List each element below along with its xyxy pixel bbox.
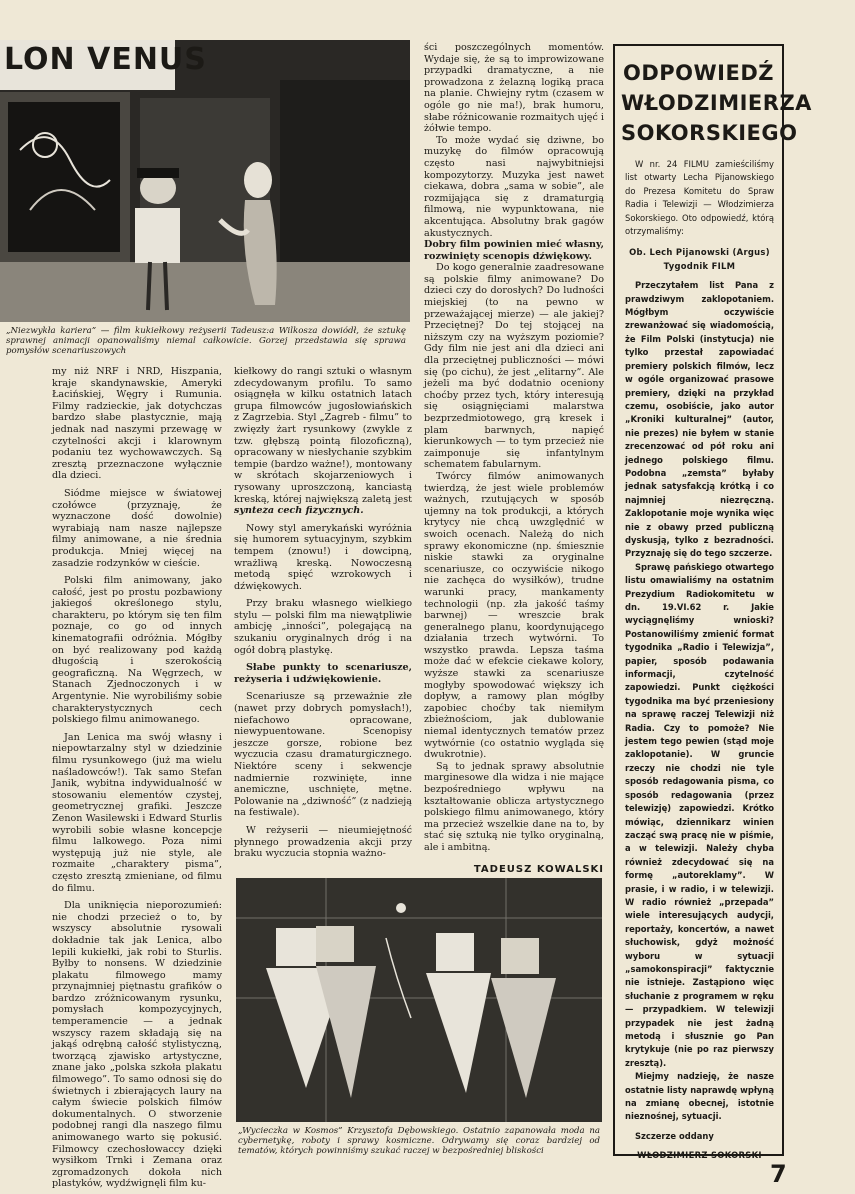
top-photo — [0, 40, 410, 322]
paragraph: Dla uniknięcia nieporozumień: nie chodzi przecież o to, by wszyscy absolutnie rysowali dokładnie tak jak Lenica, albo lepili kukiełki, jak robi to Sturlis. Byłby to nonsens. W dziedzinie plakatu filmowego mamy przynajmniej piętnastu grafików o bardzo zróżnicowanym rysunku, pomysłach kompozycyjnych, temperamencie — a jednak wszyscy razem składają się na jakąś odrębną całość stylistyczną, tworzącą zjawisko artystyczne, znane jako „polska szkoła plakatu filmowego”. To samo odnosi się do świetnych i zbierających laury na całym świecie polskich filmów dokumentalnych. O stworzenie podobnej rangi dla naszego filmu animowanego warto się pokusić. Filmowcy czechosłowaccy dzięki wysiłkom Trnki i Zemana oraz zgromadzonych dokoła nich plastyków, wydźwignęli film ku- — [52, 900, 222, 1190]
robots-illustration — [236, 878, 602, 1122]
column-upper-right — [424, 42, 604, 875]
paragraph: ści poszczególnych momentów. Wydaje się, że są to improwizowane przypadki dramatyczne, a nie prowadzona z żelazną logiką praca na planie. Chwiejny rytm (czasem w ogóle go nie ma!), brak humoru, słabe różnicowanie rozmaitych ujęć i żółwie tempo. — [424, 42, 604, 135]
sidebar-body — [615, 148, 782, 1161]
paragraph: W reżyserii — nieumiejętność płynnego prowadzenia akcji przy braku wyczucia stopnia ważno- — [234, 824, 412, 860]
paragraph: Przy braku własnego wielkiego stylu — polski film ma niewątpliwie ambicję „inności”, polegającą na szukaniu oryginalnych dróg i na ogół dobrą plastykę. — [234, 598, 412, 656]
paragraph: Jan Lenica ma swój własny i niepowtarzalny styl w dziedzinie filmu rysunkowego (już ma wielu naśladowców!). Tak samo Stefan Janik, wybitna indywidualność w stosowaniu elementów czystej, geometrycznej grafiki. Jeszcze Zenon Wasilewski i Edward Sturlis wyrobili sobie własne koncepcje filmu lalkowego. Poza nimi występują już nie style, ale rozmaite „charaktery pisma”, często zresztą zmieniane, od filmu do filmu. — [52, 731, 222, 894]
sidebar-addressee-2: Tygodnik FILM — [663, 260, 736, 271]
sidebar-closing: Szczerze oddany — [635, 1130, 714, 1141]
paragraph-bold: Słabe punkty to scenariusze, reżyseria i udźwiękowienie. — [234, 662, 412, 685]
paragraph: To może wydać się dziwne, bo muzykę do filmów opracowują często nasi najwybitniejsi kompozytorzy. Muzyka jest nawet ciekawa, dobra „sama w sobie”, ale rozmijająca się z dramaturgią filmową, nie wypunktowana, nie akcentująca. Absolutny brak gagów akustycznych. — [424, 134, 604, 239]
sidebar-paragraph: Miejmy nadzieję, że nasze ostatnie listy naprawdę wpłyną na zmianę obecnej, istotnie nieznośnej, sytuacji. — [625, 1071, 774, 1122]
response-sidebar — [613, 44, 812, 1161]
bottom-photo-caption: „Wycieczka w Kosmos” Krzysztofa Dębowskiego. Ostatnio zapanowała moda na cybernetykę, roboty i sprawy kosmiczne. Odrywamy się coraz bardziej od tematów, których powinniśmy szukać raczej w bezpośredniej bliskości — [238, 1126, 600, 1156]
sidebar-intro: W nr. 24 FILMU zamieściliśmy list otwarty Lecha Pijanowskiego do Prezesa Komitetu do Spraw Radia i Telewizji — Włodzimierza Sokorskiego. Oto odpowiedź, którą otrzymaliśmy: — [625, 159, 774, 237]
paragraph: my niż NRF i NRD, Hiszpania, kraje skandynawskie, Ameryki Łacińskiej, Węgry i Rumunia. Filmy radzieckie, jak dotychczas bardzo słabe plastycznie, mają jednak nad naszymi przewagę w czytelności akcji i klarownym podaniu tez wychowawczych. Są zresztą przeznaczone wyłącznie dla dzieci. — [52, 366, 222, 482]
cinema-sign: LON VENUS — [4, 42, 207, 77]
sidebar-paragraph: Sprawę pańskiego otwartego listu omawialiśmy na ostatnim Prezydium Radiokomitetu w dn. 19.VI.62 r. Jakie wyciągnęliśmy wnioski? Postanowiliśmy zmienić format tygodnika „Radio i Telewizja”, papier, sposób podawania informacji, czytelność zapowiedzi. Punkt ciężkości tygodnika ma być przeniesiony na sprawę raczej Telewizji niż Radia. Czy to pomoże? Nie jestem tego pewien (stąd moje zaklopotanie). W gruncie rzeczy nie chodzi nie tyle sposób redagowania pisma, co sposób redagowania (przez telewizję) zapowiedzi. Krótko mówiąc, dziennikarz winien zacząć swą pracę nie w piśmie, a w telewizji. Należy chyba również zdecydować się na formę „autoreklamy”. W prasie, i w radio, i w telewizji. W radio również „przepada” wiele interesujących audycji, reportaży, koncertów, a nawet słuchowisk, gdyż możność wyboru w sytuacji „samokonspiracji” faktycznie nie istnieje. Zastąpiono więc słuchanie z programem w ręku — przypadkiem. W telewizji przypadek nie jest żadną metodą i słusznie go Pan krytykuje (nie po raz pierwszy zresztą). — [625, 561, 774, 1068]
column-left — [52, 366, 222, 1190]
paragraph: Siódme miejsce w światowej czołówce (przyznaję, że wyznaczone dość dowolnie) wyrabiają nam nasze najlepsze filmy animowane, a nie średnia produkcja. Mniej więcej na zasadzie rodzynków w cieście. — [52, 487, 222, 569]
sidebar-title-line: SOKORSKIEGO — [621, 121, 798, 145]
column-middle — [234, 366, 412, 866]
sidebar-paragraph: Przeczytałem list Pana z prawdziwym zaklopotaniem. Mógłbym oczywiście zrewanżować się wiadomością, że Film Polski (instytucja) nie tylko przestał zapowiadać premiery polskich filmów, lecz w ogóle organizować prasowe premiery, dzięki na przykład czemu, osobiście, jako autor „Kroniki kulturalnej” (autor, nie prezes) nie byłem w stanie zrecenzować od pół roku ani jednego polskiego filmu. Podobna „zemsta” byłaby jednak satysfakcją krótką i co najmniej niezręczną. Zaklopotanie moje wynika więc nie z obawy przed publiczną dyskusją, tylko z bezradności. Przyznaję się do tego szczerze. — [625, 280, 774, 559]
author-byline: TADEUSZ KOWALSKI — [473, 863, 604, 875]
page-number: 7 — [770, 1160, 787, 1188]
sidebar-signature: WŁODZIMIERZ SOKORSKI — [637, 1150, 762, 1161]
paragraph: Scenariusze są przeważnie złe (nawet przy dobrych pomysłach!), niefachowo opracowane, niewypuentowane. Scenopisy jeszcze gorsze, robione bez wyczucia czasu dramaturgicznego. Niektóre sceny i sekwencje nadmiernie rozwinięte, inne anemiczne, uschnięte, mętne. Polowanie na „dziwność” (z nadzieją na festiwale). — [234, 691, 412, 819]
puppet-scene-illustration — [0, 40, 410, 322]
top-photo-caption: „Niezwykła kariera” — film kukiełkowy reżyserii Tadeusz:a Wilkosza dowiódł, że sztukę sprawnej animacji opanowaliśmy niemal całkowicie. Gorzej przedstawia się sprawa pomysłów scenariuszowych — [6, 326, 406, 356]
paragraph: kiełkowy do rangi sztuki o własnym zdecydowanym profilu. To samo osiągnęła w kilku ostatnich latach grupa filmowców jugosłowiańskich z Zagrzebia. Styl „Zagreb - filmu” to zwięzły żart rysunkowy (zwykle z tzw. głębszą pointą filozoficzną), opracowany w niesłychanie szybkim tempie (bardzo ważne!), montowany w skrótach skojarzeniowych i rysowany uproszczoną, kanciastą kreską, której największą zaletą jest synteza cech fizycznych. — [234, 366, 412, 517]
paragraph: Polski film animowany, jako całość, jest po prostu pozbawiony jakiegoś określonego stylu, charakteru, po którym się ten film poznaje, co go od innych kinematografii odróżnia. Mógłby on być realizowany pod każdą długością i szerokością geograficzną. Na Węgrzech, w Stanach Zjednoczonych i w Argentynie. Nie wyrobiliśmy sobie charakterystycznych cech polskiego filmu animowanego. — [52, 575, 222, 726]
paragraph: Do kogo generalnie zaadresowane są polskie filmy animowane? Do dzieci czy do dorosłych? Do ludności miejskiej (to na pewno w przeważającej mierze) — ale jakiej? Przeciętnej? Do tej stojącej na niższym czy na wyższym poziomie? Gdy film nie jest ani dla dzieci ani dla przeciętnej publiczności — mówi się (po cichu), że jest „elitarny”. Ale jeżeli ma być dodatnio oceniony choćby przez tych, który interesują się osiągnięciami malarstwa bezprzedmiotowego, grą kresek i plam barwnych, napięć kierunkowych — to tym przecież nie zaimponuje się infantylnym schematem fabularnym. — [424, 262, 604, 471]
bottom-photo — [236, 878, 602, 1122]
sidebar-addressee: Ob. Lech Pijanowski (Argus) — [629, 247, 770, 258]
paragraph: Nowy styl amerykański wyróżnia się humorem sytuacyjnym, szybkim tempem (znowu!) i dowcipną, wrażliwą kreską. Nowoczesną metodą spięć wzrokowych i dźwiękowych. — [234, 522, 412, 592]
paragraph: Twórcy filmów animowanych twierdzą, że jest wiele problemów ważnych, rzutujących w sposób ujemny na tok produkcji, a których krytycy nie chcą uwzględnić w swoich ocenach. Należą do nich sprawy ekonomiczne (np. śmiesznie niskie stawki za oryginalne scenariusze, co oczywiście nikogo nie zachęca do wysiłków), trudne warunki pracy, mankamenty technologii (np. zła jakość taśmy barwnej) — wreszcie brak generalnego planu, koordynującego działania trzech wytwórni. To wszystko prawda. Lepsza taśma może dać w efekcie ciekawe kolory, wyższe stawki za scenariusze mogłyby spowodować większy ich dopływ, a ramowy plan mógłby zapobiec choćby tak niemiłym zbieżnościom, jak dublowanie niemal identycznych tematów przez wytwórnie (co ostatnio wygląda się dwukrotnie). — [424, 470, 604, 761]
paragraph: Są to jednak sprawy absolutnie marginesowe dla widza i nie mające bezpośredniego wpływu na kształtowanie oblicza artystycznego polskiego filmu animowanego, który ma przecież wszelkie dane na to, by stać się sztuką nie tylko oryginalną, ale i ambitną. — [424, 760, 604, 853]
sidebar-title-line: ODPOWIEDŹ — [622, 61, 774, 85]
paragraph-bold: Dobry film powinien mieć własny, rozwinięty scenopis dźwiękowy. — [424, 239, 604, 262]
sidebar-title-line: WŁODZIMIERZA — [621, 91, 812, 115]
